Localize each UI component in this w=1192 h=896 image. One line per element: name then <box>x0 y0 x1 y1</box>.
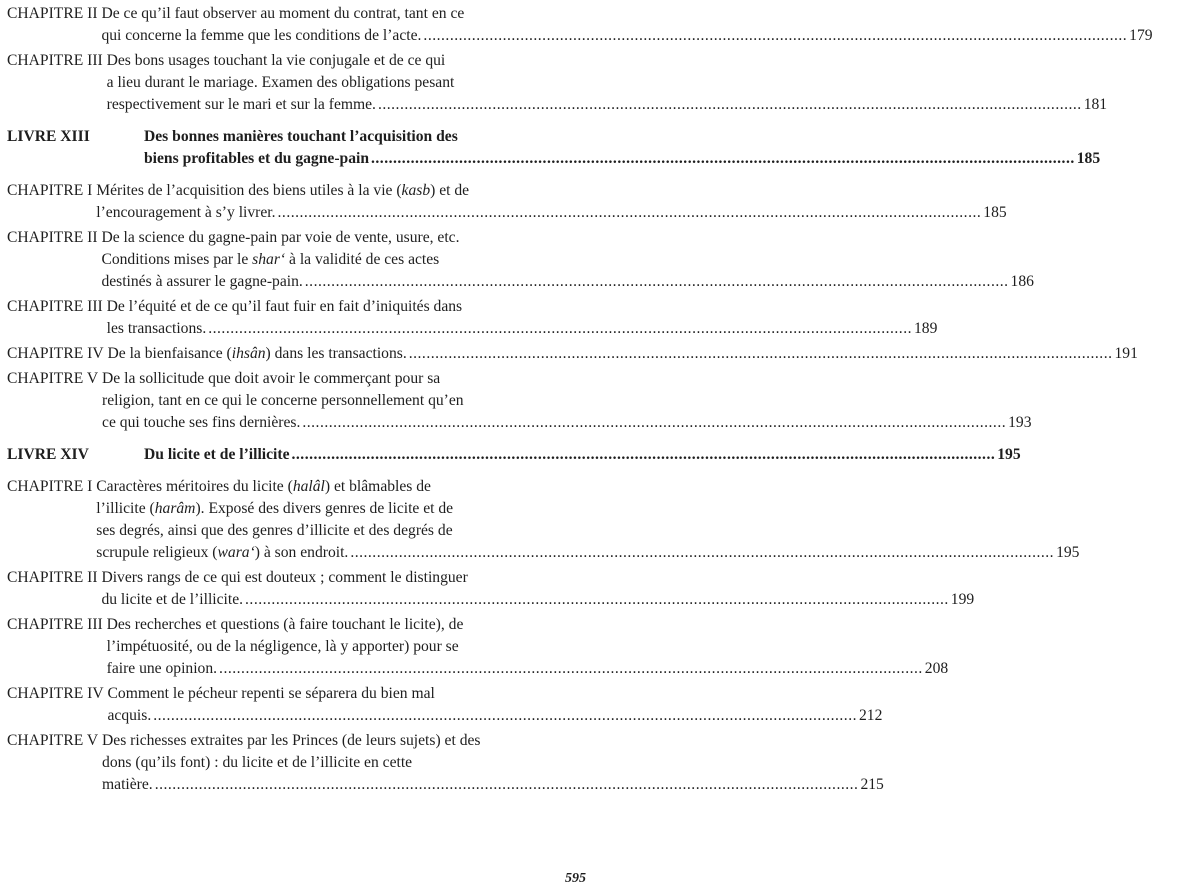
chapter-label: CHAPITRE V <box>7 370 99 387</box>
italic-term: shar‘ <box>252 251 286 268</box>
entry-title <box>107 296 977 340</box>
title-line-text: Du licite et de l’illicite <box>144 446 290 463</box>
page-ref: 191 <box>1114 345 1138 362</box>
dot-leader <box>350 542 1054 564</box>
chapter-entry[interactable] <box>0 368 1032 434</box>
chapter-entry[interactable] <box>0 730 884 796</box>
dot-leader <box>208 318 912 340</box>
title-line-text: qui concerne la femme que les conditions de l’acte. <box>101 27 422 44</box>
title-line-text: l’encouragement à s’y livrer. <box>96 204 276 221</box>
page-ref: 195 <box>1056 544 1080 561</box>
title-line <box>102 412 1031 434</box>
italic-term: wara‘ <box>217 544 255 561</box>
entry-title <box>108 683 922 727</box>
chapter-label: CHAPITRE II <box>7 5 98 22</box>
entry-title <box>144 126 1139 170</box>
entry-title <box>108 343 1177 365</box>
page-ref: 212 <box>859 707 883 724</box>
dot-leader <box>278 202 982 224</box>
title-line <box>107 318 938 340</box>
chapter-label: CHAPITRE III <box>7 616 103 633</box>
chapter-entry[interactable] <box>0 567 975 611</box>
page-ref: 193 <box>1008 414 1032 431</box>
title-line: Comment le pécheur repenti se séparera du bien mal <box>107 685 435 702</box>
chapter-entry[interactable] <box>0 180 1007 224</box>
livre-heading[interactable] <box>0 126 1101 170</box>
title-line <box>101 271 1033 293</box>
title-line: l’impétuosité, ou de la négligence, là y apporter) pour se <box>106 638 459 655</box>
page-ref: 199 <box>950 591 975 608</box>
title-line-text: les transactions. <box>106 320 207 337</box>
chapter-label: CHAPITRE II <box>7 569 98 586</box>
chapter-entry[interactable] <box>0 296 938 340</box>
dot-leader <box>378 94 1082 116</box>
page-ref: 179 <box>1129 27 1153 44</box>
dot-leader <box>409 343 1113 365</box>
chapter-label: CHAPITRE I <box>7 182 93 199</box>
title-line-text: De la bienfaisance (ihsân) dans les transactions. <box>107 345 407 362</box>
chapter-entry[interactable] <box>0 50 1108 116</box>
italic-term: kasb <box>401 182 431 199</box>
chapter-entry[interactable] <box>0 343 1138 365</box>
entry-title <box>144 444 1060 466</box>
title-line <box>102 774 884 796</box>
title-line: Des bonnes manières touchant l’acquisition des <box>144 128 458 145</box>
title-line-text: destinés à assurer le gagne-pain. <box>101 273 303 290</box>
chapter-entry[interactable] <box>0 3 1153 47</box>
entry-title <box>107 614 988 680</box>
dot-leader <box>371 148 1075 170</box>
title-line <box>144 148 1100 170</box>
italic-term: harâm <box>154 500 196 517</box>
page-ref: 186 <box>1010 273 1034 290</box>
dot-leader <box>245 589 949 611</box>
dot-leader <box>219 658 923 680</box>
page-ref: 185 <box>983 204 1007 221</box>
dot-leader <box>302 412 1006 434</box>
chapter-label: CHAPITRE III <box>7 298 103 315</box>
title-line: De la sollicitude que doit avoir le commerçant pour sa <box>102 370 441 387</box>
italic-term: ihsân <box>231 345 266 362</box>
chapter-entry[interactable] <box>0 683 883 727</box>
title-line: De la science du gagne-pain par voie de vente, usure, etc. <box>101 229 460 246</box>
chapter-label: CHAPITRE III <box>7 52 103 69</box>
entry-title <box>102 730 923 796</box>
title-line-text: scrupule religieux (wara‘) à son endroit. <box>96 544 349 561</box>
page-ref: 208 <box>924 660 949 677</box>
title-line <box>101 589 974 611</box>
chapter-entry[interactable] <box>0 614 949 680</box>
title-line-text: ce qui touche ses fins dernières. <box>102 414 301 431</box>
chapter-label: CHAPITRE V <box>7 732 99 749</box>
title-line: dons (qu’ils font) : du licite et de l’illicite en cette <box>102 754 413 771</box>
page-ref: 185 <box>1076 150 1101 167</box>
title-line <box>96 542 1079 564</box>
entry-title <box>101 3 1191 47</box>
chapter-entry[interactable] <box>0 476 1080 564</box>
livre-label: LIVRE XIV <box>7 446 89 463</box>
title-line <box>101 25 1152 47</box>
dot-leader <box>155 774 859 796</box>
title-line-text: respectivement sur le mari et sur la femme. <box>106 96 376 113</box>
title-line: a lieu durant le mariage. Examen des obligations pesant <box>106 74 455 91</box>
page-ref: 215 <box>860 776 884 793</box>
title-line-text: du licite et de l’illicite. <box>101 591 244 608</box>
table-of-contents <box>0 3 1153 799</box>
title-line-text: matière. <box>102 776 153 793</box>
dot-leader <box>292 444 996 466</box>
title-line: Conditions mises par le shar‘ à la validité de ces actes <box>101 251 440 268</box>
livre-label: LIVRE XIII <box>7 128 90 145</box>
title-line: De ce qu’il faut observer au moment du contrat, tant en ce <box>101 5 465 22</box>
entry-title <box>96 476 1118 564</box>
chapter-label: CHAPITRE IV <box>7 685 104 702</box>
title-line <box>144 444 1021 466</box>
title-line-text: biens profitables et du gagne-pain <box>144 150 369 167</box>
chapter-label: CHAPITRE IV <box>7 345 104 362</box>
title-line <box>107 94 1107 116</box>
chapter-label: CHAPITRE I <box>7 478 93 495</box>
italic-term: halâl <box>292 478 325 495</box>
title-line: Des richesses extraites par les Princes (de leurs sujets) et des <box>102 732 481 749</box>
livre-heading[interactable] <box>0 444 1021 466</box>
title-line <box>107 658 949 680</box>
dot-leader <box>153 705 857 727</box>
entry-title <box>101 567 1013 611</box>
entry-title <box>102 368 1070 434</box>
title-line: Des bons usages touchant la vie conjugale et de ce qui <box>106 52 446 69</box>
dot-leader <box>423 25 1127 47</box>
entry-title <box>101 227 1072 293</box>
title-line: ses degrés, ainsi que des genres d’illicite et des degrés de <box>96 522 453 539</box>
title-line: Mérites de l’acquisition des biens utiles à la vie (kasb) et de <box>96 182 470 199</box>
title-line <box>96 202 1006 224</box>
chapter-entry[interactable] <box>0 227 1034 293</box>
page-ref: 181 <box>1083 96 1108 113</box>
title-line-text: faire une opinion. <box>106 660 218 677</box>
page-ref: 195 <box>997 446 1021 463</box>
dot-leader <box>305 271 1009 293</box>
title-line <box>108 343 1138 365</box>
page-ref: 189 <box>913 320 938 337</box>
page-number: 595 <box>565 871 586 886</box>
title-line: l’illicite (harâm). Exposé des divers genres de licite et de <box>96 500 454 517</box>
title-line: De l’équité et de ce qu’il faut fuir en fait d’iniquités dans <box>106 298 463 315</box>
title-line <box>108 705 883 727</box>
title-line: Caractères méritoires du licite (halâl) et blâmables de <box>96 478 431 495</box>
entry-title <box>96 180 1045 224</box>
entry-title <box>107 50 1146 116</box>
title-line: Divers rangs de ce qui est douteux ; comment le distinguer <box>101 569 468 586</box>
title-line: religion, tant en ce qui le concerne personnellement qu’en <box>102 392 464 409</box>
title-line-text: acquis. <box>107 707 152 724</box>
title-line: Des recherches et questions (à faire touchant le licite), de <box>106 616 464 633</box>
chapter-label: CHAPITRE II <box>7 229 98 246</box>
